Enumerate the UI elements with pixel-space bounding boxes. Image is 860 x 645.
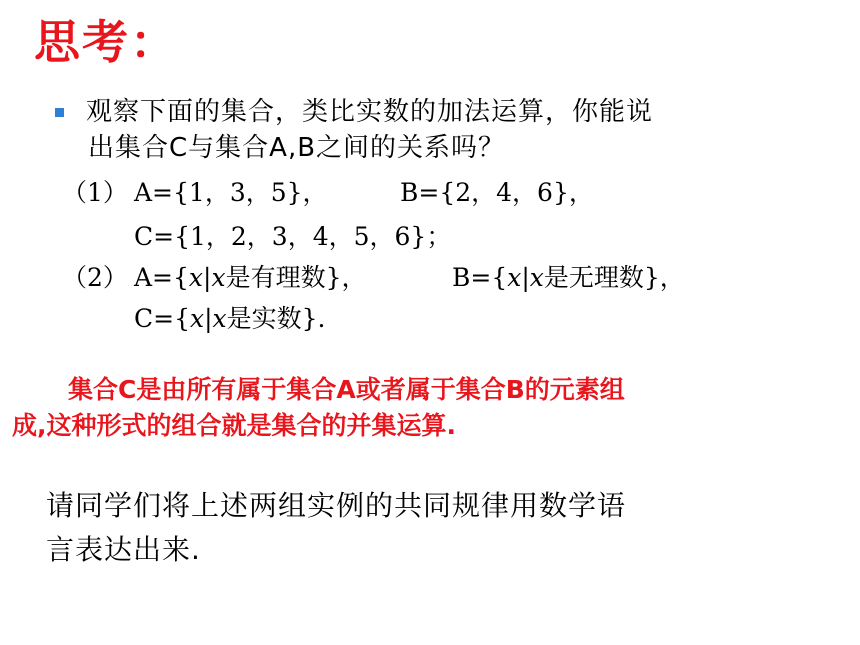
example-2-set-c: C={x|x是实数}. — [134, 304, 326, 333]
conclusion-line-2: 成,这种形式的组合就是集合的并集运算. — [12, 411, 456, 440]
example-1-set-b: B={2，4，6}， — [400, 178, 594, 207]
question-text — [86, 94, 806, 166]
prompt-line-2: 言表达出来. — [46, 533, 201, 566]
example-1-set-a: A={1，3，5}， — [134, 178, 328, 207]
prompt-text — [46, 484, 826, 572]
example-2-label: （2） — [62, 263, 128, 292]
question-line-1: 观察下面的集合，类比实数的加法运算，你能说 — [86, 97, 654, 127]
slide-title: 思考： — [34, 15, 178, 69]
bullet-square-icon — [55, 108, 64, 117]
example-2-set-b: B={x|x是无理数}， — [452, 263, 685, 292]
question-line-2: 出集合C与集合A,B之间的关系吗？ — [88, 133, 506, 163]
conclusion-text — [12, 372, 812, 444]
conclusion-line-1: 集合C是由所有属于集合A或者属于集合B的元素组 — [68, 375, 625, 404]
example-1-set-c: C={1，2，3，4，5，6}； — [134, 222, 452, 251]
prompt-line-1: 请同学们将上述两组实例的共同规律用数学语 — [46, 489, 627, 522]
example-1-label: （1） — [62, 178, 128, 207]
example-2-set-a: A={x|x是有理数}， — [134, 263, 367, 292]
